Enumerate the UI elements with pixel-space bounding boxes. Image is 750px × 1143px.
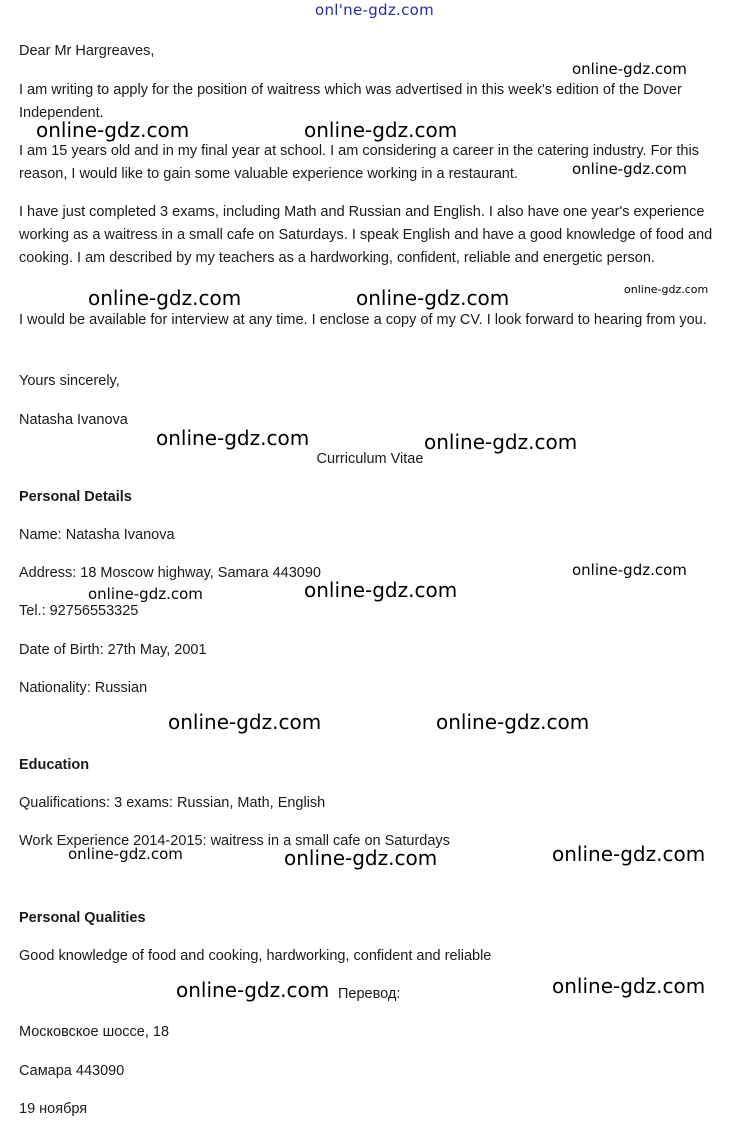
watermark: online-gdz.com <box>624 283 709 296</box>
watermark: online-gdz.com <box>436 710 590 734</box>
cv-qualifications: Qualifications: 3 exams: Russian, Math, English <box>19 795 326 811</box>
watermark: online-gdz.com <box>356 286 510 310</box>
education-heading: Education <box>19 757 90 773</box>
letter-closing: Yours sincerely, <box>19 373 120 389</box>
letter-paragraph-2: I am 15 years old and in my final year at school. I am considering a career in the catering industry. For this reason, I would like to gain some valuable experience working in a restaurant. <box>19 143 699 182</box>
watermark: online-gdz.com <box>552 842 706 866</box>
cv-personal-qualities: Good knowledge of food and cooking, hardworking, confident and reliable <box>19 948 492 964</box>
translation-line-2: Самара 443090 <box>19 1063 125 1079</box>
watermark: online-gdz.com <box>284 846 438 870</box>
watermark: online-gdz.com <box>304 118 458 142</box>
cv-title: Curriculum Vitae <box>316 451 424 467</box>
letter-paragraph-4: I would be available for interview at any time. I enclose a copy of my CV. I look forward to hearing from you. <box>19 312 707 328</box>
watermark: online-gdz.com <box>552 974 706 998</box>
watermark: online-gdz.com <box>304 578 458 602</box>
cv-telephone: Tel.: 92756553325 <box>19 603 139 619</box>
cv-work-experience: Work Experience 2014-2015: waitress in a small cafe on Saturdays <box>19 833 450 849</box>
watermark: online-gdz.com <box>88 286 242 310</box>
cv-name: Name: Natasha Ivanova <box>19 527 175 543</box>
watermark: online-gdz.com <box>36 118 190 142</box>
personal-details-heading: Personal Details <box>19 489 132 505</box>
translation-heading: Перевод: <box>338 986 401 1002</box>
personal-qualities-heading: Personal Qualities <box>19 910 146 926</box>
translation-line-3: 19 ноября <box>19 1101 88 1117</box>
watermark: online-gdz.com <box>88 585 203 603</box>
cv-date-of-birth: Date of Birth: 27th May, 2001 <box>19 642 207 658</box>
watermark: online-gdz.com <box>168 710 322 734</box>
cv-address: Address: 18 Moscow highway, Samara 443090 <box>19 565 321 581</box>
watermark: online-gdz.com <box>424 430 578 454</box>
watermark: online-gdz.com <box>572 561 687 579</box>
watermark: online-gdz.com <box>572 60 687 78</box>
watermark: online-gdz.com <box>572 160 687 178</box>
letter-salutation: Dear Mr Hargreaves, <box>19 43 155 59</box>
letter-paragraph-1: I am writing to apply for the position of waitress which was advertised in this week's edition of the Dover Independent. <box>19 82 682 121</box>
watermark-top: onl'ne-gdz.com <box>315 1 435 19</box>
watermark: online-gdz.com <box>68 845 183 863</box>
cv-nationality: Nationality: Russian <box>19 680 148 696</box>
translation-line-1: Московское шоссе, 18 <box>19 1024 170 1040</box>
letter-signature: Natasha Ivanova <box>19 412 128 428</box>
watermark: online-gdz.com <box>176 978 330 1002</box>
watermark: online-gdz.com <box>156 426 310 450</box>
letter-paragraph-3: I have just completed 3 exams, including Math and Russian and English. I also have one year's experience working as a waitress in a small cafe on Saturdays. I speak English and have a good knowledge of food and cooking. I am described by my teachers as a hardworking, confident, reliable and energetic person. <box>19 204 713 266</box>
